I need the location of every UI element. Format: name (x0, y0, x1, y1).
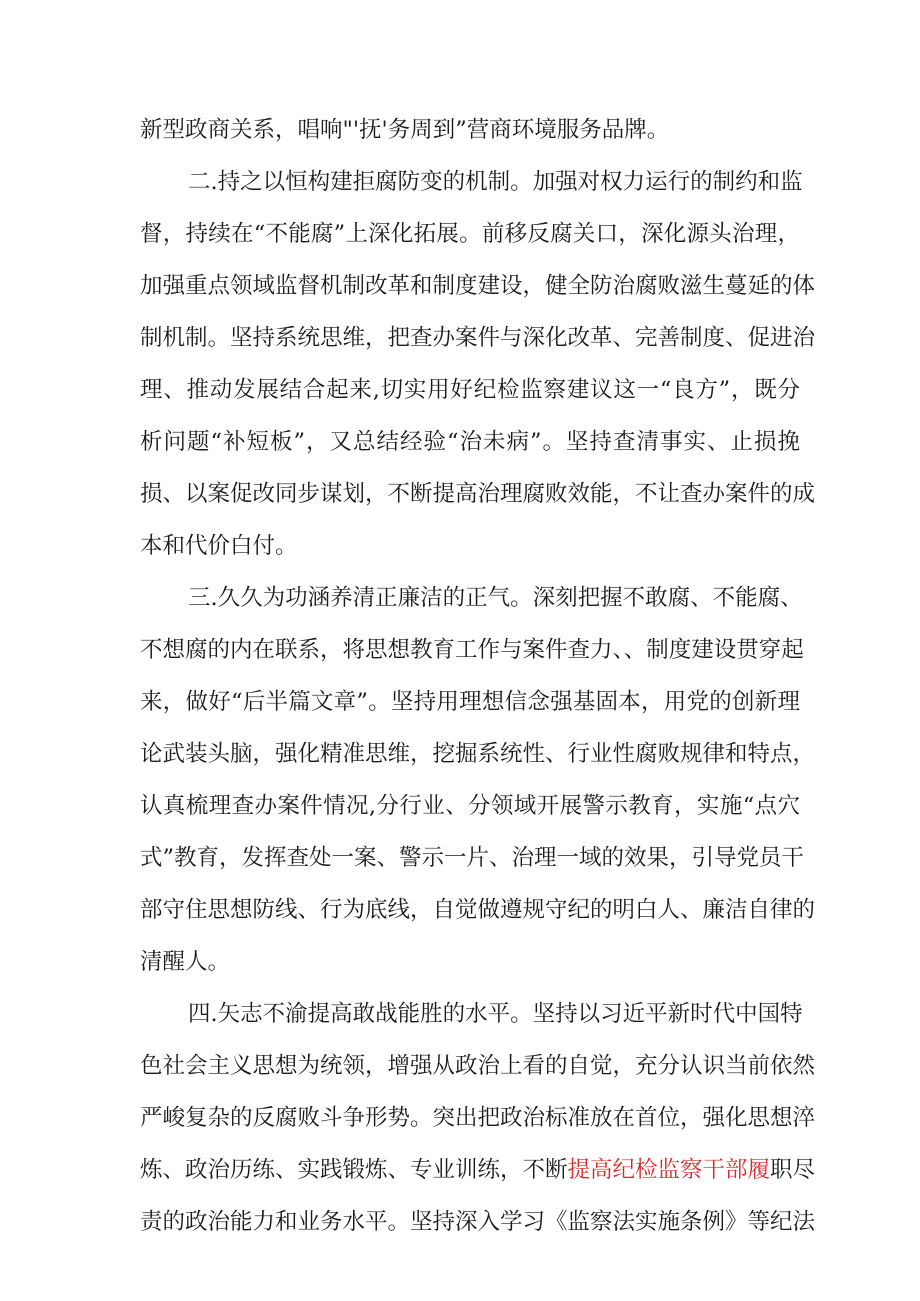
paragraph-3-line-2: 不想腐的内在联系，将思想教育工作与案件查力、、制度建设贯穿起 (140, 637, 804, 663)
paragraph-4-line-5: 责的政治能力和业务水平。坚持深入学习《监察法实施条例》等纪法 (140, 1209, 816, 1235)
paragraph-2-line-2: 督，持续在“不能腐”上深化拓展。前移反腐关口，深化源头治理， (140, 221, 800, 247)
paragraph-3-line-8: 清醒人。 (140, 949, 231, 975)
paragraph-2-line-6: 析问题“补短板”，又总结经验“治未病”。坚持查清事实、止损挽 (140, 429, 800, 455)
highlighted-text: 提高纪检监察干部履 (567, 1157, 771, 1183)
paragraph-3-line-6: 式”教育，发挥查处一案、警示一片、治理一域的效果，引导党员干 (140, 845, 805, 871)
paragraph-4-line-4-before: 炼、政治历练、实践锻炼、专业训练，不断 (140, 1157, 568, 1183)
paragraph-4-line-3: 严峻复杂的反腐败斗争形势。突出把政治标准放在首位，强化思想淬 (140, 1105, 816, 1131)
paragraph-3-line-5: 认真梳理查办案件情况,分行业、分领域开展警示教育，实施“点穴 (140, 793, 800, 819)
paragraph-3-line-3: 来，做好“后半篇文章”。坚持用理想信念强基固本，用党的创新理 (140, 689, 800, 715)
paragraph-2-line-7: 损、以案促改同步谋划，不断提高治理腐败效能，不让查办案件的成 (140, 481, 816, 507)
paragraph-1-line-1: 新型政商关系，唱响"'抚'务周到”营商环境服务品牌。 (140, 117, 670, 143)
paragraph-3-line-1: 三.久久为功涵养清正廉洁的正气。深刻把握不敢腐、不能腐、 (188, 585, 803, 611)
paragraph-4-line-2: 色社会主义思想为统领，增强从政治上看的自觉，充分认识当前依然 (140, 1053, 816, 1079)
paragraph-2-line-3: 加强重点领域监督机制改革和制度建设，健全防治腐败滋生蔓延的体 (140, 273, 816, 299)
paragraph-4-line-4-after: 职尽 (770, 1157, 816, 1183)
paragraph-3-line-7: 部守住思想防线、行为底线，自觉做遵规守纪的明白人、廉洁自律的 (140, 897, 816, 923)
paragraph-2-line-1: 二.持之以恒构建拒腐防变的机制。加强对权力运行的制约和监 (188, 169, 803, 195)
paragraph-2-line-5: 理、推动发展结合起来,切实用好纪检监察建议这一“良方”，既分 (140, 377, 800, 403)
paragraph-2-line-8: 本和代价白付。 (140, 533, 298, 559)
paragraph-3-line-4: 论武装头脑，强化精准思维，挖掘系统性、行业性腐败规律和特点， (140, 741, 816, 767)
paragraph-4-line-4 (140, 1155, 816, 1185)
paragraph-4-line-1: 四.矢志不渝提高敢战能胜的水平。坚持以习近平新时代中国特 (188, 1001, 803, 1027)
paragraph-2-line-4: 制机制。坚持系统思维，把查办案件与深化改革、完善制度、促进治 (140, 325, 816, 351)
